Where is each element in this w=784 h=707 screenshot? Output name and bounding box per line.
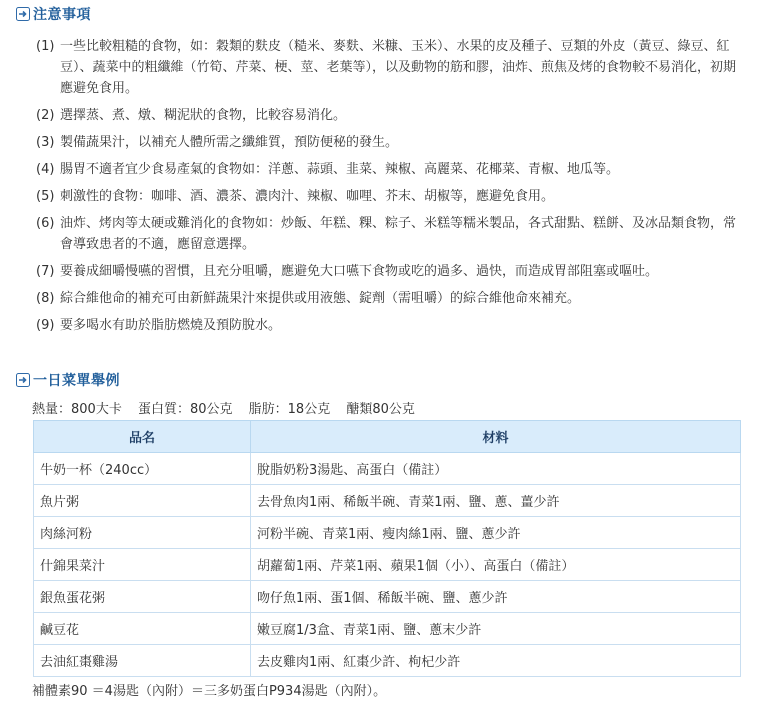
note-text: 要多喝水有助於脂肪燃燒及預防脫水。 [60,318,282,333]
note-item [36,132,748,153]
menu-title: 一日菜單舉例 [33,373,120,389]
dish-ingredients: 嫩豆腐1/3盒、青菜1兩、鹽、蔥末少許 [251,613,741,645]
note-text: 油炸、烤肉等太硬或難消化的食物如：炒飯、年糕、粿、粽子、米糕等糯米製品，各式甜點、糕餅、及冰品類食物，常會導致患者的不適，應留意選擇。 [60,216,737,252]
supplement-footnote: 補體素90 ＝4湯匙（內附）＝三多奶蛋白P934湯匙（內附）。 [32,684,387,699]
dish-name: 肉絲河粉 [34,517,251,549]
dish-name: 什錦果菜汁 [34,549,251,581]
column-header-ingredients: 材料 [251,421,741,453]
note-number: (7) [36,264,55,279]
table-row [34,517,741,549]
note-number: (3) [36,135,55,150]
note-number: (4) [36,162,55,177]
dish-name: 銀魚蛋花粥 [34,581,251,613]
dish-ingredients: 去皮雞肉1兩、紅棗少許、枸杞少許 [251,645,741,677]
note-item [36,315,748,336]
note-item [36,288,748,309]
note-number: (9) [36,318,55,333]
dish-name: 牛奶一杯（240cc） [34,453,251,485]
table-row [34,645,741,677]
table-row [34,485,741,517]
table-row [34,613,741,645]
note-text: 刺激性的食物：咖啡、酒、濃茶、濃肉汁、辣椒、咖哩、芥末、胡椒等，應避免食用。 [60,189,555,204]
table-header-row [34,421,741,453]
table-row [34,453,741,485]
fat-value: 脂肪：18公克 [248,402,331,417]
note-item [36,105,748,126]
protein-value: 蛋白質：80公克 [137,402,233,417]
note-item [36,36,748,99]
menu-section-header [16,370,120,390]
note-item [36,159,748,180]
arrow-box-icon [16,7,30,21]
note-item [36,186,748,207]
table-row [34,581,741,613]
note-item [36,261,748,282]
column-header-name: 品名 [34,421,251,453]
dish-name: 魚片粥 [34,485,251,517]
arrow-box-icon [16,373,30,387]
notes-list [36,36,748,342]
dish-name: 鹹豆花 [34,613,251,645]
carbs-value: 醣類80公克 [346,402,415,417]
note-text: 一些比較粗糙的食物，如：穀類的麩皮（糙米、麥麩、米糠、玉米）、水果的皮及種子、豆類的外皮（黃豆、綠豆、紅豆）、蔬菜中的粗纖維（竹筍、芹菜、梗、莖、老葉等），以及動物的筋和膠，油炸、煎焦及烤的食物較不易消化，初期應避免食用。 [60,39,737,96]
note-text: 製備蔬果汁，以補充人體所需之纖維質，預防便秘的發生。 [60,135,399,150]
note-text: 綜合維他命的補充可由新鮮蔬果汁來提供或用液態、錠劑（需咀嚼）的綜合維他命來補充。 [60,291,581,306]
note-text: 要養成細嚼慢嚥的習慣，且充分咀嚼，應避免大口嚥下食物或吃的過多、過快，而造成胃部阻塞或嘔吐。 [60,264,659,279]
dish-ingredients: 吻仔魚1兩、蛋1個、稀飯半碗、鹽、蔥少許 [251,581,741,613]
dish-ingredients: 去骨魚肉1兩、稀飯半碗、青菜1兩、鹽、蔥、薑少許 [251,485,741,517]
calories-value: 熱量：800大卡 [32,402,122,417]
notes-title: 注意事項 [33,7,91,23]
nutrition-summary [32,398,427,417]
note-text: 腸胃不適者宜少食易產氣的食物如：洋蔥、蒜頭、韭菜、辣椒、高麗菜、花椰菜、青椒、地瓜等。 [60,162,620,177]
note-number: (5) [36,189,55,204]
notes-section-header [16,4,91,24]
dish-name: 去油紅棗雞湯 [34,645,251,677]
note-text: 選擇蒸、煮、燉、糊泥狀的食物，比較容易消化。 [60,108,347,123]
dish-ingredients: 胡蘿蔔1兩、芹菜1兩、蘋果1個（小）、高蛋白（備註） [251,549,741,581]
table-row [34,549,741,581]
menu-table [33,420,741,677]
note-number: (2) [36,108,55,123]
dish-ingredients: 脫脂奶粉3湯匙、高蛋白（備註） [251,453,741,485]
note-number: (1) [36,39,55,54]
note-item [36,213,748,255]
dish-ingredients: 河粉半碗、青菜1兩、瘦肉絲1兩、鹽、蔥少許 [251,517,741,549]
note-number: (8) [36,291,55,306]
note-number: (6) [36,216,55,231]
